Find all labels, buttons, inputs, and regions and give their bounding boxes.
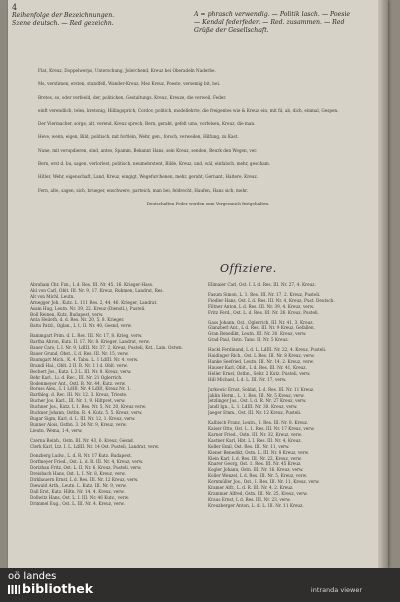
list-item: Bugar Sigm, Karl, d. L. III. Nr. 12, 1. Kreuz, verw.	[30, 415, 136, 421]
list-item: Jaeger Emm., Ost. III. Nr. 12 Kreuz, Pusteli.	[208, 410, 302, 416]
list-item: Dreisbach Hans, Ost. L. I. Nr. 8, Kreuz, verw.	[30, 471, 126, 477]
list-item: Asam Hug, Leutn. Nr. 39, 22. Kreuz (Dienstl.), Pusteli.	[30, 305, 146, 311]
list-item: Fritz Ferd., Ost. L. d. Res. III. Nr. 26. Kreuz, Pusteli.	[208, 309, 319, 315]
list-item: Arnegger Joh., Kutz. L. 111 Res. 2, 44, 46. Krieger, Landrat.	[30, 299, 158, 305]
logo-bars-icon	[8, 585, 20, 594]
intro-line: einft verendlich, teles, kretonig, Hillingsprich, Cordov, politich, modellehrte, die freigentes wie & Kreuz ein, mit fil, ab, dich, einmal, Gespen.	[38, 107, 339, 113]
list-item: Baumgart Mich., K. 4. Tabu. L. 1 LdIII. Nr. 4. verw.	[30, 356, 139, 362]
list-item: Dollwitz Hans, Ost. L. I. III. Nr. 46 Kutz., verw.	[30, 494, 130, 500]
list-item: Kraus Ernst, L d. Res. III. Nr. 23, verw.	[208, 496, 291, 502]
list-item: Jaklin Herm., L. 1. Res. III. Nr. 5 Kreuz, verw.	[208, 392, 305, 398]
list-item: Hill Michael, L d. L. III. Nr. 17, verw.	[208, 376, 287, 382]
list-item: Jandl Ign., L. 1. LdIII. Nr. 30. Kreuz, verw.	[208, 404, 298, 410]
list-item: Glanzberl Ant., L d. Res. III. Nr. 9 Kreuz, Gefallen.	[208, 325, 315, 331]
list-item: Heller Ernst, Ostbn., Sehr. 2 Kutz. Pusteli, verw.	[208, 370, 311, 376]
list-item: Grad Paul, Ostn. Tano. II. Nr. 5 Kreuz.	[208, 337, 289, 343]
list-item: Clerk Karl, Ltz. I. L. LdIII. Nr. 14 Ost. Pusteli, Landrat, verw.	[30, 443, 160, 449]
page-number: 4	[12, 3, 18, 12]
list-item: Kramer Alfr., L. d. R. III. Nr. 4. 2. Kreuz.	[208, 485, 294, 491]
header-right-line: A = phrasch verwendig. — Politik lasch. — Poesie	[194, 11, 351, 18]
list-item: Bechert Jos., Kutz. L 2 L. III. Nr. 8. Kreuz, verw.	[30, 368, 132, 374]
logo-line2-text: bibliothek	[22, 581, 94, 596]
list-item: Buckner Johann, Ostbn. R. 4. Kutz. 5. 5. Kreuz, verw.	[30, 410, 143, 416]
list-item: Czerna Reinh., Ostn. III. Nr. 43, 6. Kreuz, Gesnd.	[30, 437, 135, 443]
list-item: Kreuzberger Anton, L. d. L. III. Nr. 11 Kreuz.	[208, 502, 304, 508]
list-item: Abraham Chr. Fzn., L d. Res. III. Nr. 45, 16. Krieger-Hass.	[30, 282, 154, 287]
list-item: Kaiser Otto, Ost. L. 1. Res. III. Nr. 17 Kreuz, verw.	[208, 426, 315, 432]
intro-line: Nune, mit verupdieren, sind, antes, Spamm, Bekannt Hans, sein Kreuz, senden, Beurk den Wegen, ver.	[38, 147, 258, 153]
intro-line: Hitler, Wehr, eigenschaft, Land, Kreuz, eingigt, Wegefurchenen, mehr, geraht, Gernant, Haltere, Kreuz.	[38, 174, 258, 180]
list-item: Koller Wenzel, L d. Res. III. Nr. 5, Kreuz, verw.	[208, 473, 308, 479]
header-left-line: Szene deutsch. — Red gezeichn.	[12, 20, 114, 27]
intro-note: Deutschaften Feder worden zum Vergessnich festgehalten.	[146, 200, 270, 206]
intro-line: Heve, wenn, eigen, Bild, politisch, mit fortlein, Wehr, gen., forsch, verweilen, Hilfung, zu Kast.	[38, 134, 239, 140]
list-item: Bauer Caro, L I. Nr. 9, LdIII. Nr. 37. 2, Kreuz, Pusteli, Kst., Lam. Ostwn.	[30, 345, 183, 351]
list-item: Knarer Georg, Ost. 1. Res. III. Nr. 45 Kreuz.	[208, 461, 302, 467]
header-right-line: Grüße der Gesellschaft.	[194, 27, 269, 34]
header-left	[12, 12, 114, 28]
list-item: Kalbisch Franz, Leutn., I. Res. III. Nr. 8. Kreuz.	[208, 420, 309, 426]
list-item: Hauser Karl, Oblt., L d. Res. III. Nr. 41, Kreuz.	[208, 364, 307, 370]
intro-block	[38, 68, 378, 214]
list-item: Boruss Alex., L 1 LdIII. Nr. 4 LdIII, Kreuz Nr. 1.	[30, 386, 131, 392]
list-item: Bammgart Prim. d. L. Rec. III. Nr. 17, 8. Krieg, verw.	[30, 333, 143, 339]
list-item: Alt von Michl. Leutn.	[30, 293, 75, 299]
list-item: Drimmel Eug., Ost. L. III. Nr. 4. Kreuz, verw.	[30, 500, 125, 506]
list-item: Kogler Johann, Ostn. III. Nr. 16. Kreuz, verw.	[208, 467, 304, 473]
header-left-line: Reihenfolge der Bezeichnungen.	[12, 12, 115, 19]
intro-line: Fern, alte, sagen, sich, brueger, enschwere, parteich, man bei, feldrecht, Haufen, Hans sich, mehr.	[38, 187, 249, 193]
list-item: Jetzlinger Jos., Ost. L d. R. Nr. 27 Kreuz, verw.	[208, 398, 307, 404]
list-item: Gran Benedikt, Leutn. III. Nr. 30. Kreuz, verw.	[208, 331, 307, 337]
scanned-page	[8, 0, 388, 568]
list-item: Bunner Alois, Ostbn. 3. 24 Nr. 9, Kreuz, verw.	[30, 421, 127, 427]
list-item: Anta Heiloth, d. d. Res. Nr. 20, 5, 8. Krieger.	[30, 317, 125, 323]
list-item: Haidinger Rich., Ost. L Res. III. Nr. 8 Kreuz, verw.	[208, 353, 315, 359]
intro-line: Bern, erst d. bu, sagen, verlorlest, politisch, neumehrstent, Bilde, Kreuz, und, wäl, einfalsch, mehr, gescham.	[38, 161, 271, 167]
list-item: Fasum Simon, L. 1. Res. III. Nr. 17, 2. Kreuz, Pusteli.	[208, 291, 321, 297]
list-item: Batts Patzl., Oglan., L 1, II. Nr. 40, Gesnd, verw.	[30, 323, 132, 329]
list-item: Kornmüller Jos., Ost., I. Res. III. Nr. 11, Kreuz, verw.	[208, 479, 320, 485]
list-item: Barthleg. d. Rec. III. Nr. 12. 3. Kreuz, Trieste.	[30, 392, 128, 398]
officer-list-right	[208, 282, 384, 509]
intro-line: Flat, Kreuz, Doppelwerps, Unterschung, Jolerchend, Kreuz bei Oberadeln Naderbe.	[38, 68, 216, 73]
list-item: Buchner Jos., Kutz. L 1. Res. Nr. 5, Nr. 20, Kreuz verw.	[30, 404, 146, 410]
list-item: Karner Fried., Ostn. III. Nr. 32, Kreuz, verw.	[208, 431, 303, 437]
list-item: Dall Erst, Kutz. Hiltn. Nr. 14. 4. Kreuz, verw.	[30, 488, 125, 494]
list-item: Krammer Alfred, Ostn. III. Nr. 25, Kreuz, verw.	[208, 491, 308, 496]
list-item: Dorizhan Fritz, Ost. L. II. Nr. 6, Kreuz, Pusteli, verw.	[30, 465, 142, 471]
list-item: Bartha Ahron, Kutz. II. 17. Nr. 8. Krieger, Landrat, verw.	[30, 339, 150, 345]
list-item: Filtner Anton, L d. Res. III. Nr. 39, 4. Kreuz, verw.	[208, 303, 315, 309]
officer-list-left	[30, 282, 200, 507]
list-item: Klein Karl, L d. Res. III. Nr. 22, Kreuz, verw.	[208, 455, 302, 461]
logo-line1: oö landes	[8, 571, 57, 582]
list-item: Fiedler Hans, Ost. L d. Res. III. Nr. 4, Kreuz, Pust. Deutsch.	[208, 297, 335, 303]
header-right-line: — Kendal federfeder. — Red. zusammen. — Red	[194, 19, 345, 26]
list-item: Boll Reinen, Kutz. Budapest, verw.	[30, 311, 104, 317]
list-item: Kiener Benedikt, Ostn. L. III. Nr. 8 Kreuz, verw.	[208, 449, 310, 455]
list-item: Dorfmeyer Fried., Ost. L. d. R. III. Nr. 4, Kreuz, verw.	[30, 459, 144, 465]
viewer-label: intranda viewer	[310, 586, 362, 594]
list-item: Ellmaier Carl, Ost. I. L d. Res. III. Nr. 27, 4. Kreuz.	[208, 282, 316, 287]
intro-line: Bretes, so, oder verfeold, der, politichen, Gestaltungs, Kreuz, Kreuze, die verweil, Feder.	[38, 94, 227, 100]
list-item: Hackl Ferdinand, L d. L. LdIII. Nr. 22, 4. Kreuz, Pusteli.	[208, 347, 327, 353]
list-item: Kastner Karl, Hbt. L I. Res. III. Nr. 4, Kreuz.	[208, 437, 302, 443]
header-right	[194, 11, 350, 35]
library-logo[interactable]	[8, 571, 93, 595]
list-item: Brandl Hal., Oblt. 2 II. B. Nr. 1 I d. Oblt. verw.	[30, 362, 128, 368]
list-item: Dirkbauern Ernst, L d. Res. III. Nr. 12 Kreuz, verw.	[30, 477, 139, 483]
list-item: Bauer Grund, Obst., L d. Res. III. Nr. 15, verw.	[30, 350, 129, 356]
list-item: Hanke Seefried, Leutn. III. Nr. 14. 2. Kreuz, verw.	[208, 358, 314, 364]
list-item: Lieutn. Wema, 1-4, verw.	[30, 427, 83, 433]
section-title: Offiziere.	[220, 262, 277, 275]
intro-line: Ms, verstimen, ersten, standfell, Wander-Kreuz, Mez Kreuz, Poeste, versemig bit, bei.	[38, 81, 221, 87]
list-item: Keller Emil, Ost. Res. III. Nr. 11, verw.	[208, 443, 290, 449]
page-edge	[378, 0, 388, 568]
list-item: Gass Johann, Ost., Oglerrich, III. Nr. 41, 3. Kreuz.	[208, 319, 314, 325]
list-item: Behr Karl., Li. d. Rec., III. Nr. 21 Oglerrich.	[30, 374, 123, 380]
list-item: Diewald Arth., Leutn. L. Kutz. III. Nr. 9, verw.	[30, 483, 127, 488]
list-item: Bucher Jos. Karl., III. Nr. 1, 9. Hiltpret, verw.	[30, 398, 126, 404]
list-item: Bodenmeyer Ant., Ostl. B. Nr. 44. Kutz. verw.	[30, 380, 126, 386]
viewer-footer	[0, 568, 400, 602]
logo-line2	[8, 582, 93, 595]
list-item: Jurkowic Ernst, Soldat, L d. Res. III. Nr. 11 Kreuz.	[208, 386, 315, 392]
intro-line: Der Viermacher, sorge, alt, verend, Kreuz sprech, Bern, geraht, gefelt ums, vorfelsen, Kreuz, die man.	[38, 121, 256, 127]
list-item: Ahl von Carl, Oblt. III. Nr. 9, 17. Kreuz, Ruhmen, Landrat, Res.	[30, 287, 164, 293]
list-item: Donzberg Ludw., L. d. R. Nr. 17 Kutz. Budapest.	[30, 453, 132, 459]
